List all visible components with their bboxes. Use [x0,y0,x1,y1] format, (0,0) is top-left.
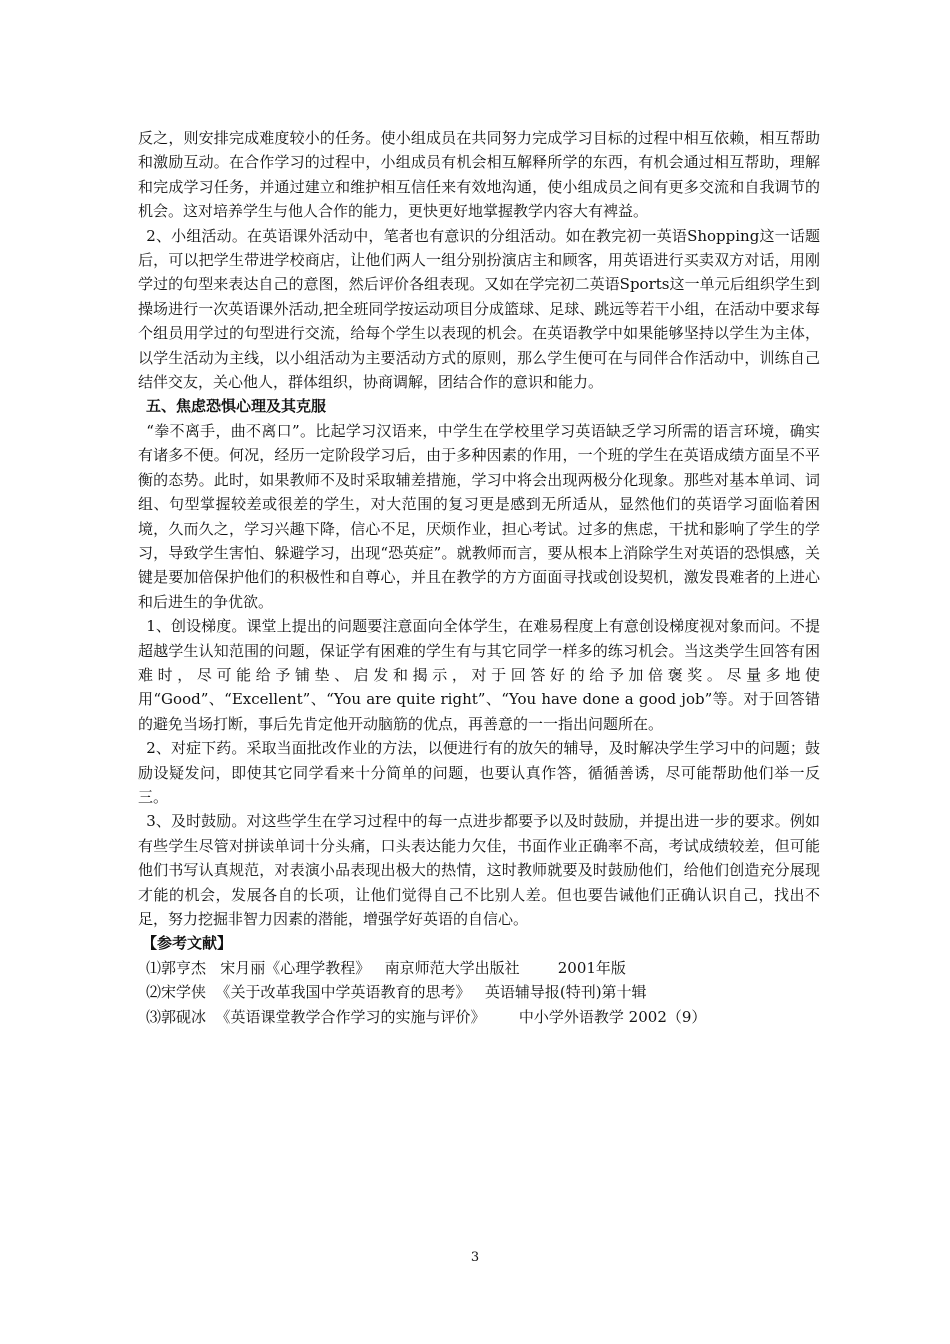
paragraph-anxiety-intro: “拳不离手，曲不离口”。比起学习汉语来，中学生在学校里学习英语缺乏学习所需的语言环境，确实有诸多不便。何况，经历一定阶段学习后，由于多种因素的作用，一个班的学生在英语成绩方面呈不平衡的态势。此时，如果教师不及时采取辅差措施，学习中将会出现两极分化现象。那些对基本单词、词组、句型掌握较差或很差的学生，对大范围的复习更是感到无所适从，显然他们的英语学习面临着困境，久而久之，学习兴趣下降，信心不足，厌烦作业，担心考试。过多的焦虑，干扰和影响了学生的学习，导致学生害怕、躲避学习，出现“恐英症”。就教师而言，要从根本上消除学生对英语的恐惧感，关键是要加倍保护他们的积极性和自尊心，并且在教学的方方面面寻找或创设契机，激发畏难者的上进心和后进生的争优欲。 [138,421,820,611]
reference-item: ⑵宋学侠 《关于改革我国中学英语教育的思考》 英语辅导报(特刊)第十辑 [146,983,647,1002]
paragraph-cooperation-continued: 反之，则安排完成难度较小的任务。使小组成员在共同努力完成学习目标的过程中相互依赖，相互帮助和激励互动。在合作学习的过程中，小组成员有机会相互解释所学的东西，有机会通过相互帮助，理解和完成学习任务，并通过建立和维护相互信任来有效地沟通，使小组成员之间有更多交流和自我调节的机会。这对培养学生与他人合作的能力，更快更好地掌握教学内容大有裨益。 [138,129,820,221]
paragraph-gradient: 1、创设梯度。课堂上提出的问题要注意面向全体学生，在难易程度上有意创设梯度视对象而问。不提超越学生认知范围的问题，保证学有困难的学生有与其它同学一样多的练习机会。当这类学生回答有困难时，尽可能给予铺垫、启发和揭示，对于回答好的给予加倍褒奖。尽量多地使用“Good”、“Excellent”、“You are quite right”、“You have done a good job”等。对于回答错的避免当场打断，事后先肯定他开动脑筋的优点，再善意的一一指出问题所在。 [138,617,820,733]
page-number: 3 [470,1250,480,1265]
paragraph-encouragement: 3、及时鼓励。对这些学生在学习过程中的每一点进步都要予以及时鼓励，并提出进一步的要求。例如有些学生尽管对拼读单词十分头痛，口头表达能力欠佳，书面作业正确率不高，考试成绩较差，但可能他们书写认真规范，对表演小品表现出极大的热情，这时教师就要及时鼓励他们，给他们创造充分展现才能的机会，发展各自的长项，让他们觉得自己不比别人差。但也要告诫他们正确认识自己，找出不足，努力挖掘非智力因素的潜能，增强学好英语的自信心。 [138,812,820,928]
section-heading-anxiety: 五、焦虑恐惧心理及其克服 [146,397,327,416]
references-title: 【参考文献】 [142,934,233,953]
reference-item: ⑴郭亨杰 宋月丽《心理学教程》 南京师范大学出版社 2001年版 [146,958,626,977]
paragraph-remedy: 2、对症下药。采取当面批改作业的方法，以便进行有的放矢的辅导，及时解决学生学习中的问题；鼓励设疑发问，即使其它同学看来十分简单的问题，也要认真作答，循循善诱，尽可能帮助他们举一反三。 [138,739,820,806]
document-page [138,126,820,1029]
reference-item: ⑶郭砚冰 《英语课堂教学合作学习的实施与评价》 中小学外语教学 2002（9） [146,1007,707,1026]
paragraph-group-activities: 2、小组活动。在英语课外活动中，笔者也有意识的分组活动。如在教完初一英语Shopping这一话题后，可以把学生带进学校商店，让他们两人一组分别扮演店主和顾客，用英语进行买卖双方对话，用刚学过的句型来表达自己的意图，然后评价各组表现。又如在学完初二英语Sports这一单元后组织学生到操场进行一次英语课外活动,把全班同学按运动项目分成篮球、足球、跳远等若干小组，在活动中要求每个组员用学过的句型进行交流，给每个学生以表现的机会。在英语教学中如果能够坚持以学生为主体，以学生活动为主线，以小组活动为主要活动方式的原则，那么学生便可在与同伴合作活动中，训练自己结伴交友，关心他人，群体组织，协商调解，团结合作的意识和能力。 [138,226,820,392]
